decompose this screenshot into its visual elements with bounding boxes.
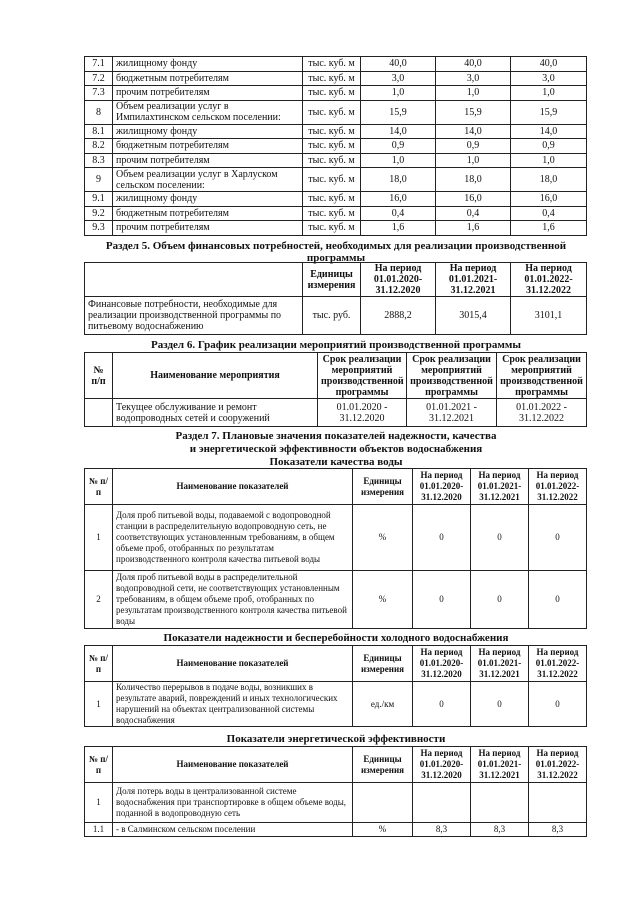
quality-cell-unit: % <box>353 505 413 571</box>
finance-row-unit: тыс. руб. <box>303 297 361 335</box>
quality-header-p2: На период 01.01.2021- 31.12.2021 <box>471 469 529 505</box>
volume-row <box>85 71 587 86</box>
schedule-row-num <box>85 399 113 427</box>
volume-cell-unit: тыс. куб. м <box>303 57 361 72</box>
volume-cell-n: 7.3 <box>85 86 113 101</box>
energy-cell-v1: 8,3 <box>413 823 471 837</box>
reliability-header-p1: На период 01.01.2020- 31.12.2020 <box>413 646 471 682</box>
schedule-header-num: № п/п <box>85 353 113 399</box>
finance-row-v3: 3101,1 <box>511 297 587 335</box>
volume-cell-v2: 18,0 <box>436 168 511 192</box>
quality-cell-n: 2 <box>85 571 113 629</box>
volume-cell-v3: 16,0 <box>511 192 587 207</box>
volume-cell-unit: тыс. куб. м <box>303 192 361 207</box>
reliability-cell-unit: ед./км <box>353 682 413 727</box>
energy-cell-v2: 8,3 <box>471 823 529 837</box>
energy-cell-v3: 8,3 <box>529 823 587 837</box>
schedule-row-t2: 01.01.2021 - 31.12.2021 <box>407 399 497 427</box>
section7-title-line1: Раздел 7. Плановые значения показателей надежности, качества <box>175 430 497 442</box>
quality-cell-v3: 0 <box>529 571 587 629</box>
volume-cell-unit: тыс. куб. м <box>303 153 361 168</box>
volume-cell-name: Объем реализации услуг в Харлуском сельском поселении: <box>113 168 303 192</box>
quality-cell-v3: 0 <box>529 505 587 571</box>
reliability-header-num: № п/п <box>85 646 113 682</box>
energy-cell-v1 <box>413 783 471 823</box>
volume-cell-v3: 3,0 <box>511 71 587 86</box>
reliability-cell-v1: 0 <box>413 682 471 727</box>
volume-row <box>85 206 587 221</box>
volume-cell-v1: 18,0 <box>361 168 436 192</box>
reliability-header-unit: Единицы измерения <box>353 646 413 682</box>
volume-cell-v2: 16,0 <box>436 192 511 207</box>
volume-cell-name: жилищному фонду <box>113 192 303 207</box>
section7-title-line2: и энергетической эффективности объектов водоснабжения <box>189 443 483 455</box>
volume-cell-v1: 1,0 <box>361 86 436 101</box>
volume-cell-v1: 0,9 <box>361 139 436 154</box>
finance-header-blank <box>85 263 303 297</box>
energy-row <box>85 823 587 837</box>
volume-row <box>85 153 587 168</box>
quality-header-p3: На период 01.01.2022- 31.12.2022 <box>529 469 587 505</box>
volume-cell-v3: 1,0 <box>511 153 587 168</box>
volume-cell-unit: тыс. куб. м <box>303 124 361 139</box>
quality-row <box>85 571 587 629</box>
volume-cell-n: 9.1 <box>85 192 113 207</box>
quality-table <box>84 468 587 629</box>
volume-cell-v3: 40,0 <box>511 57 587 72</box>
finance-table <box>84 262 587 335</box>
volume-cell-v2: 0,9 <box>436 139 511 154</box>
quality-cell-v2: 0 <box>471 505 529 571</box>
energy-subtitle: Показатели энергетической эффективности <box>226 733 446 745</box>
energy-cell-unit: % <box>353 823 413 837</box>
volume-row <box>85 57 587 72</box>
volume-cell-unit: тыс. куб. м <box>303 100 361 124</box>
volume-cell-v3: 1,6 <box>511 221 587 236</box>
quality-cell-v1: 0 <box>413 571 471 629</box>
quality-cell-v1: 0 <box>413 505 471 571</box>
volume-row <box>85 221 587 236</box>
volume-cell-v1: 40,0 <box>361 57 436 72</box>
volume-cell-name: Объем реализации услуг в Импилахтинском сельском поселении: <box>113 100 303 124</box>
volume-row <box>85 192 587 207</box>
schedule-header-term3: Срок реализации мероприятий производственной программы <box>497 353 587 399</box>
reliability-cell-n: 1 <box>85 682 113 727</box>
quality-header-unit: Единицы измерения <box>353 469 413 505</box>
volume-cell-v3: 14,0 <box>511 124 587 139</box>
quality-header-num: № п/п <box>85 469 113 505</box>
energy-header-unit: Единицы измерения <box>353 747 413 783</box>
volume-cell-name: жилищному фонду <box>113 57 303 72</box>
volume-cell-v1: 3,0 <box>361 71 436 86</box>
volume-cell-name: бюджетным потребителям <box>113 139 303 154</box>
quality-cell-v2: 0 <box>471 571 529 629</box>
volume-cell-n: 9.2 <box>85 206 113 221</box>
volume-cell-v2: 40,0 <box>436 57 511 72</box>
volume-row <box>85 168 587 192</box>
volume-cell-name: жилищному фонду <box>113 124 303 139</box>
volume-cell-n: 7.2 <box>85 71 113 86</box>
volume-cell-n: 9 <box>85 168 113 192</box>
reliability-cell-v3: 0 <box>529 682 587 727</box>
energy-header-name: Наименование показателей <box>113 747 353 783</box>
volume-cell-v2: 1,0 <box>436 86 511 101</box>
energy-cell-n: 1 <box>85 783 113 823</box>
volume-row <box>85 124 587 139</box>
energy-header-p2: На период 01.01.2021- 31.12.2021 <box>471 747 529 783</box>
finance-header-p3: На период 01.01.2022- 31.12.2022 <box>511 263 587 297</box>
energy-cell-v2 <box>471 783 529 823</box>
volume-cell-v1: 16,0 <box>361 192 436 207</box>
quality-cell-n: 1 <box>85 505 113 571</box>
volume-cell-n: 9.3 <box>85 221 113 236</box>
energy-header-num: № п/п <box>85 747 113 783</box>
energy-cell-name: - в Салминском сельском поселении <box>113 823 353 837</box>
schedule-row-t3: 01.01.2022 - 31.12.2022 <box>497 399 587 427</box>
volume-cell-unit: тыс. куб. м <box>303 86 361 101</box>
schedule-header-term2: Срок реализации мероприятий производственной программы <box>407 353 497 399</box>
volume-cell-v3: 0,9 <box>511 139 587 154</box>
volume-cell-v3: 0,4 <box>511 206 587 221</box>
volume-cell-v3: 1,0 <box>511 86 587 101</box>
reliability-subtitle: Показатели надежности и бесперебойности холодного водоснабжения <box>163 632 509 644</box>
volume-cell-unit: тыс. куб. м <box>303 168 361 192</box>
schedule-row-t1: 01.01.2020 - 31.12.2020 <box>318 399 407 427</box>
section6-title: Раздел 6. График реализации мероприятий производственной программы <box>151 339 521 351</box>
finance-header-unit: Единицы измерения <box>303 263 361 297</box>
volume-table <box>84 56 587 236</box>
energy-header-p3: На период 01.01.2022- 31.12.2022 <box>529 747 587 783</box>
volume-cell-v2: 15,9 <box>436 100 511 124</box>
energy-cell-v3 <box>529 783 587 823</box>
reliability-header-name: Наименование показателей <box>113 646 353 682</box>
volume-cell-v2: 3,0 <box>436 71 511 86</box>
section5-title: Раздел 5. Объем финансовых потребностей, необходимых для реализации производственной программы <box>105 240 567 264</box>
schedule-header-term1: Срок реализации мероприятий производственной программы <box>318 353 407 399</box>
energy-row <box>85 783 587 823</box>
volume-cell-v1: 15,9 <box>361 100 436 124</box>
volume-cell-unit: тыс. куб. м <box>303 139 361 154</box>
quality-cell-name: Доля проб питьевой воды в распределительной водопроводной сети, не соответствующих установленным требованиям, в общем объеме проб, отобранных по результатам производственного контроля качества питьевой воды <box>113 571 353 629</box>
volume-cell-name: прочим потребителям <box>113 153 303 168</box>
volume-cell-v2: 1,6 <box>436 221 511 236</box>
finance-row-v1: 2888,2 <box>361 297 436 335</box>
schedule-table <box>84 352 587 427</box>
volume-cell-v2: 0,4 <box>436 206 511 221</box>
energy-cell-n: 1.1 <box>85 823 113 837</box>
volume-cell-v1: 1,0 <box>361 153 436 168</box>
volume-cell-unit: тыс. куб. м <box>303 206 361 221</box>
reliability-header-p2: На период 01.01.2021- 31.12.2021 <box>471 646 529 682</box>
volume-cell-v1: 1,6 <box>361 221 436 236</box>
finance-header-p1: На период 01.01.2020- 31.12.2020 <box>361 263 436 297</box>
finance-row-v2: 3015,4 <box>436 297 511 335</box>
energy-cell-unit <box>353 783 413 823</box>
volume-cell-unit: тыс. куб. м <box>303 71 361 86</box>
volume-cell-name: бюджетным потребителям <box>113 206 303 221</box>
volume-cell-n: 7.1 <box>85 57 113 72</box>
volume-cell-unit: тыс. куб. м <box>303 221 361 236</box>
volume-row <box>85 100 587 124</box>
quality-cell-name: Доля проб питьевой воды, подаваемой с водопроводной станции в распределительную водопроводную сеть, не соответствующих установленным требованиям, в общем объеме проб, отобранных по результатам производственного контроля качества питьевой воды <box>113 505 353 571</box>
quality-cell-unit: % <box>353 571 413 629</box>
volume-cell-n: 8 <box>85 100 113 124</box>
volume-cell-v3: 18,0 <box>511 168 587 192</box>
reliability-header-p3: На период 01.01.2022- 31.12.2022 <box>529 646 587 682</box>
volume-cell-v3: 15,9 <box>511 100 587 124</box>
volume-cell-n: 8.3 <box>85 153 113 168</box>
volume-cell-v2: 1,0 <box>436 153 511 168</box>
volume-cell-name: прочим потребителям <box>113 221 303 236</box>
energy-table <box>84 746 587 837</box>
schedule-header-name: Наименование мероприятия <box>113 353 318 399</box>
schedule-row-name: Текущее обслуживание и ремонт водопроводных сетей и сооружений <box>113 399 318 427</box>
finance-header-p2: На период 01.01.2021- 31.12.2021 <box>436 263 511 297</box>
volume-cell-n: 8.1 <box>85 124 113 139</box>
quality-row <box>85 505 587 571</box>
volume-row <box>85 86 587 101</box>
reliability-cell-name: Количество перерывов в подаче воды, возникших в результате аварий, повреждений и иных технологических нарушений на объектах централизованной системы водоснабжения <box>113 682 353 727</box>
volume-row <box>85 139 587 154</box>
finance-row-name: Финансовые потребности, необходимые для реализации производственной программы по питьевому водоснабжению <box>85 297 303 335</box>
volume-cell-v2: 14,0 <box>436 124 511 139</box>
volume-cell-name: прочим потребителям <box>113 86 303 101</box>
reliability-cell-v2: 0 <box>471 682 529 727</box>
volume-cell-v1: 14,0 <box>361 124 436 139</box>
reliability-row <box>85 682 587 727</box>
quality-header-name: Наименование показателей <box>113 469 353 505</box>
quality-subtitle: Показатели качества воды <box>269 456 403 468</box>
volume-cell-v1: 0,4 <box>361 206 436 221</box>
volume-cell-n: 8.2 <box>85 139 113 154</box>
energy-header-p1: На период 01.01.2020- 31.12.2020 <box>413 747 471 783</box>
volume-cell-name: бюджетным потребителям <box>113 71 303 86</box>
quality-header-p1: На период 01.01.2020- 31.12.2020 <box>413 469 471 505</box>
reliability-table <box>84 645 587 727</box>
energy-cell-name: Доля потерь воды в централизованной системе водоснабжения при транспортировке в общем объеме воды, поданной в водопроводную сеть <box>113 783 353 823</box>
